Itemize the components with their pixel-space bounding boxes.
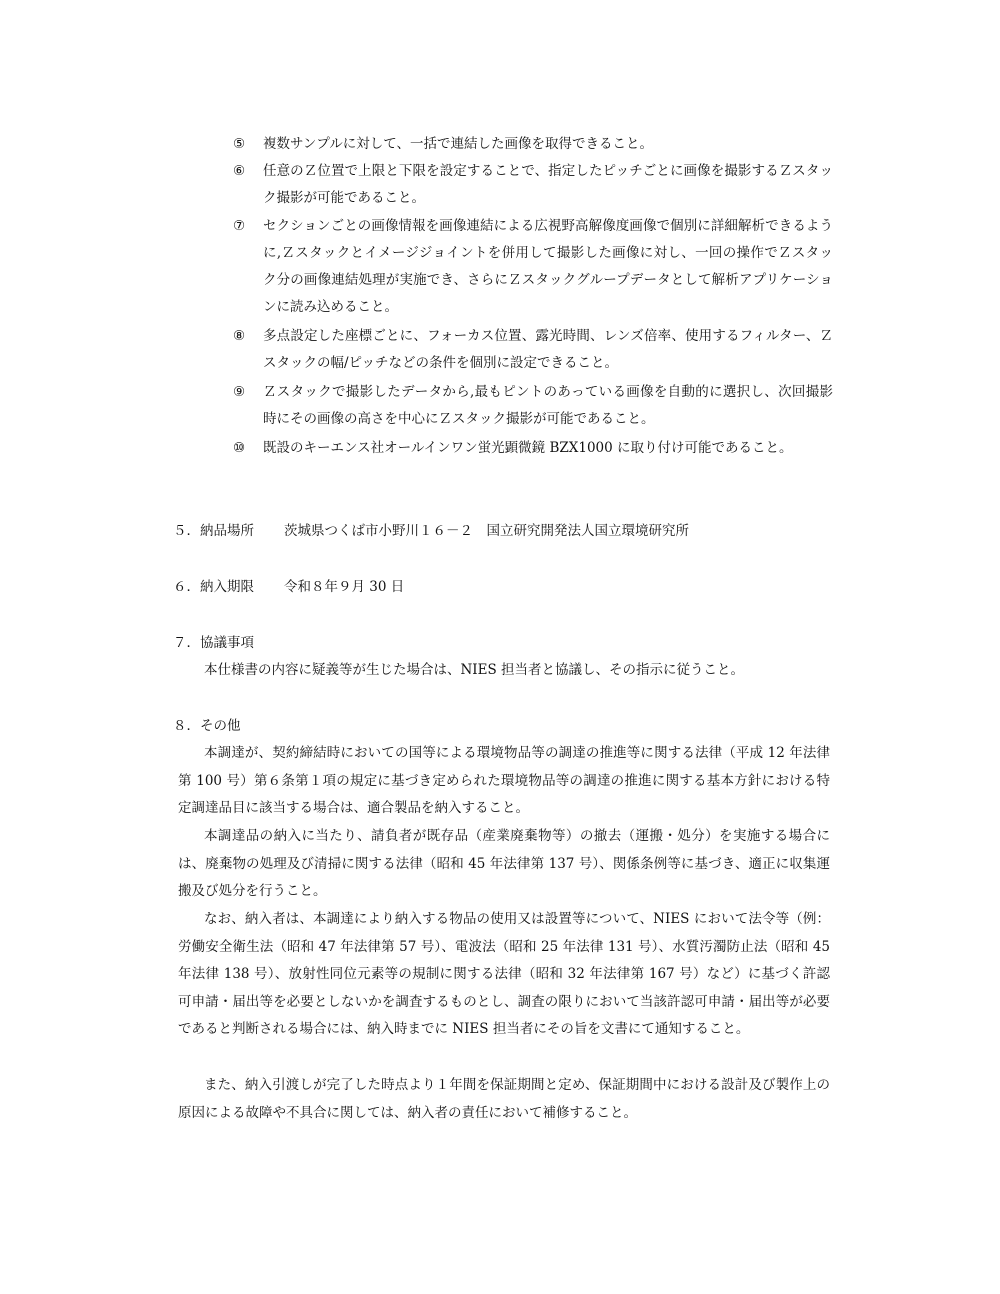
section-label: その他 <box>200 718 241 734</box>
section-5-delivery-location <box>173 518 689 545</box>
section-8-heading <box>173 713 241 740</box>
section-label: 納入期限 <box>200 579 254 595</box>
list-item-text: 複数サンプルに対して、一括で連結した画像を取得できること。 <box>263 136 654 152</box>
list-item-text: 任意のＺ位置で上限と下限を設定することで、指定したピッチごとに画像を撮影するＺスタック撮影が可能であること。 <box>263 163 833 206</box>
delivery-deadline-value: 令和８年９月 30 日 <box>284 579 405 595</box>
section-7-paragraph: 本仕様書の内容に疑義等が生じた場合は、NIES 担当者と協議し、その指示に従うこと。 <box>204 662 745 678</box>
list-item-number: ⑨ <box>233 384 246 400</box>
section-number: ５． <box>173 523 200 539</box>
list-item-8 <box>233 323 833 377</box>
list-item-text: 多点設定した座標ごとに、フォーカス位置、露光時間、レンズ倍率、使用するフィルター、Ｚスタックの幅/ピッチなどの条件を個別に設定できること。 <box>263 328 833 371</box>
list-item-7 <box>233 213 833 321</box>
section-8-paragraph-3: なお、納入者は、本調達により納入する物品の使用又は設置等について、NIES において法令等（例：労働安全衛生法（昭和 47 年法律第 57 号）、電波法（昭和 25 年法律 131 号）、水質汚濁防止法（昭和 45 年法律 138 号）、放射性同位元素等の規制に関する法律（昭和 32 年法律第 167 号）など）に基づく許認可申請・届出等を必要としないかを調査するものとし、調査の限りにおいて当該許認可申請・届出等が必要であると判断される場合には、納入時までに NIES 担当者にその旨を文書にて通知すること。 <box>178 911 830 1037</box>
list-item-5 <box>233 131 833 158</box>
section-number: ７． <box>173 635 200 651</box>
list-item-number: ⑩ <box>233 440 246 456</box>
list-item-10 <box>233 435 833 462</box>
list-item-number: ⑧ <box>233 328 246 344</box>
delivery-location-value: 茨城県つくば市小野川１６－２ 国立研究開発法人国立環境研究所 <box>284 523 689 539</box>
list-item-number: ⑥ <box>233 163 246 179</box>
section-number: ６． <box>173 579 200 595</box>
section-label: 納品場所 <box>200 523 254 539</box>
section-number: ８． <box>173 718 200 734</box>
list-item-text: Ｚスタックで撮影したデータから,最もピントのあっている画像を自動的に選択し、次回撮影時にその画像の高さを中心にＺスタック撮影が可能であること。 <box>263 384 833 427</box>
section-8-paragraph-1: 本調達が、契約締結時においての国等による環境物品等の調達の推進等に関する法律（平成 12 年法律第 100 号）第６条第１項の規定に基づき定められた環境物品等の調達の推進に関する基本方針における特定調達品目に該当する場合は、適合製品を納入すること。 <box>178 745 830 816</box>
section-8-paragraph-2: 本調達品の納入に当たり、請負者が既存品（産業廃棄物等）の撤去（運搬・処分）を実施する場合には、廃棄物の処理及び清掃に関する法律（昭和 45 年法律第 137 号）、関係条例等に基づき、適正に収集運搬及び処分を行うこと。 <box>178 828 830 899</box>
list-item-text: 既設のキーエンス社オールインワン蛍光顕微鏡 BZX1000 に取り付け可能であること。 <box>263 440 793 456</box>
section-7-heading <box>173 630 254 657</box>
section-8-paragraph-4: また、納入引渡しが完了した時点より１年間を保証期間と定め、保証期間中における設計及び製作上の原因による故障や不具合に関しては、納入者の責任において補修すること。 <box>178 1077 830 1121</box>
list-item-text: セクションごとの画像情報を画像連結による広視野高解像度画像で個別に詳細解析できるように,Ｚスタックとイメージジョイントを併用して撮影した画像に対し、一回の操作でＺスタック分の画像連結処理が実施でき、さらにＺスタックグループデータとして解析アプリケーションに読み込めること。 <box>263 218 833 315</box>
section-label: 協議事項 <box>200 635 254 651</box>
list-item-number: ⑦ <box>233 218 246 234</box>
list-item-number: ⑤ <box>233 136 246 152</box>
list-item-9 <box>233 379 833 433</box>
section-6-delivery-deadline <box>173 574 404 601</box>
list-item-6 <box>233 158 833 212</box>
